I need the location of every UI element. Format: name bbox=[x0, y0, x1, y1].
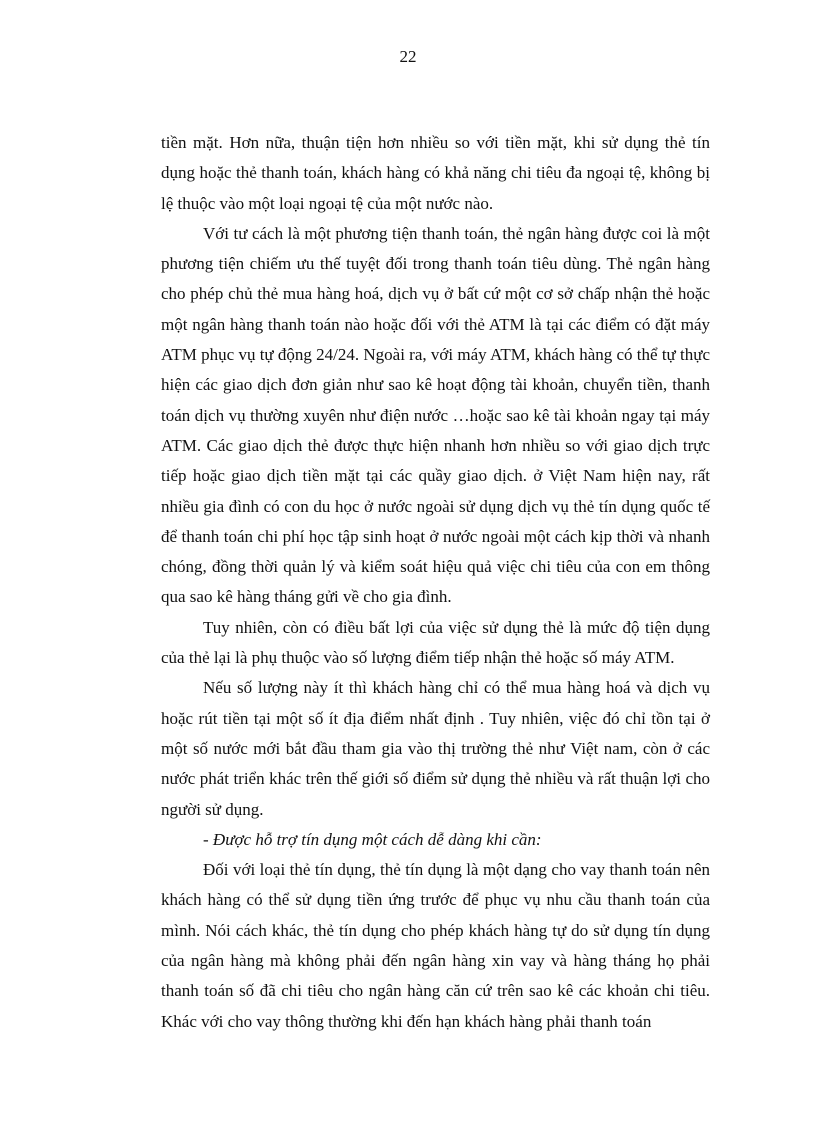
paragraph-credit-card: Đối với loại thẻ tín dụng, thẻ tín dụng là một dạng cho vay thanh toán nên khách hàng có thể sử dụng tiền ứng trước để phục vụ nhu cầu thanh toán của mình. Nói cách khác, thẻ tín dụng cho phép khách hàng tự do sử dụng tín dụng của ngân hàng mà không phải đến ngân hàng xin vay và hàng tháng họ phải thanh toán số đã chi tiêu cho ngân hàng căn cứ trên sao kê các khoản chi tiêu. Khác với cho vay thông thường khi đến hạn khách hàng phải thanh toán bbox=[161, 860, 710, 1031]
paragraph-disadvantage: Tuy nhiên, còn có điều bất lợi của việc sử dụng thẻ là mức độ tiện dụng của thẻ lại là phụ thuộc vào số lượng điểm tiếp nhận thẻ hoặc số máy ATM. bbox=[161, 617, 710, 668]
paragraph-continuation: tiền mặt. Hơn nữa, thuận tiện hơn nhiều so với tiền mặt, khi sử dụng thẻ tín dụng hoặc thẻ thanh toán, khách hàng có khả năng chi tiêu đa ngoại tệ, không bị lệ thuộc vào một loại ngoại tệ của một nước nào. bbox=[161, 133, 710, 213]
page-number: 22 bbox=[399, 47, 417, 66]
document-body bbox=[161, 128, 710, 1037]
paragraph-payment-means: Với tư cách là một phương tiện thanh toán, thẻ ngân hàng được coi là một phương tiện chiếm ưu thế tuyệt đối trong thanh toán tiêu dùng. Thẻ ngân hàng cho phép chủ thẻ mua hàng hoá, dịch vụ ở bất cứ một cơ sở chấp nhận thẻ hoặc một ngân hàng thanh toán nào hoặc đối với thẻ ATM là tại các điểm có đặt máy ATM phục vụ tự động 24/24. Ngoài ra, với máy ATM, khách hàng có thể tự thực hiện các giao dịch đơn giản như sao kê hoạt động tài khoản, chuyển tiền, thanh toán dịch vụ thường xuyên như điện nước …hoặc sao kê tài khoản ngay tại máy ATM. Các giao dịch thẻ được thực hiện nhanh hơn nhiều so với giao dịch trực tiếp hoặc giao dịch tiền mặt tại các quầy giao dịch. ở Việt Nam hiện nay, rất nhiều gia đình có con du học ở nước ngoài sử dụng dịch vụ thẻ tín dụng quốc tế để thanh toán chi phí học tập sinh hoạt ở nước ngoài một cách kịp thời và nhanh chóng, đồng thời quản lý và kiểm soát hiệu quả việc chi tiêu của con em thông qua sao kê hàng tháng gửi về cho gia đình. bbox=[161, 223, 710, 607]
subheading-credit-support: - Được hỗ trợ tín dụng một cách dễ dàng khi cần: bbox=[203, 829, 542, 849]
paragraph-acceptance-points: Nếu số lượng này ít thì khách hàng chỉ có thể mua hàng hoá và dịch vụ hoặc rút tiền tại một số ít địa điểm nhất định . Tuy nhiên, việc đó chỉ tồn tại ở một số nước mới bắt đầu tham gia vào thị trường thẻ như Việt nam, còn ở các nước phát triển khác trên thế giới số điểm sử dụng thẻ nhiều và rất thuận lợi cho người sử dụng. bbox=[161, 678, 710, 819]
